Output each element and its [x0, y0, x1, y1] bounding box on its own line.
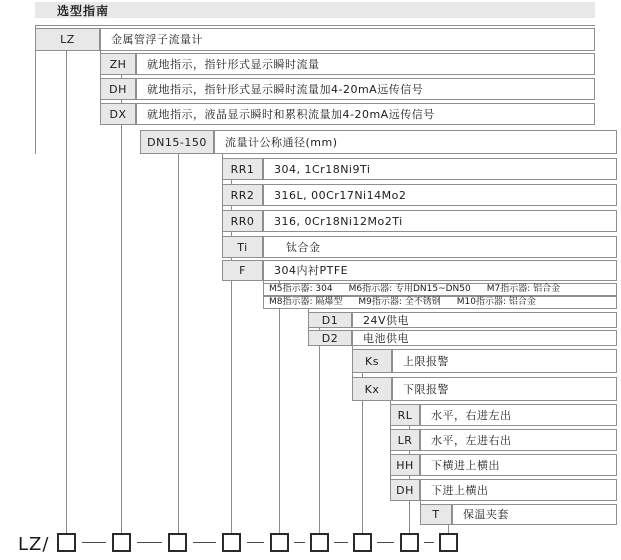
indicator-row-m5-m7: [263, 283, 617, 296]
desc-cell-dh: 就地指示，指针形式显示瞬时流量加4-20mA远传信号: [136, 78, 595, 100]
desc-cell-rr1: 304, 1Cr18Ni9Ti: [263, 158, 617, 180]
connector-line-power-group: [319, 315, 320, 533]
code-cell-kx: Kx: [352, 377, 392, 401]
code-cell-d2: D2: [308, 330, 352, 346]
code-cell-hh: HH: [390, 454, 420, 476]
desc-cell-dx: 就地指示，液晶显示瞬时和累积流量加4-20mA远传信号: [136, 103, 595, 125]
model-code-box-1: [57, 533, 76, 552]
connector-line-display-group: [121, 60, 122, 533]
indicator-m8: M8指示器: 隔爆型: [269, 297, 343, 307]
box-separator-dash: [334, 542, 348, 543]
desc-cell-t: 保温夹套: [452, 504, 617, 525]
desc-cell-lr: 水平，左进右出: [420, 429, 617, 451]
desc-cell-d2: 电池供电: [352, 330, 617, 346]
desc-cell-dh-orientation: 下进上横出: [420, 479, 617, 501]
model-code-box-2: [112, 533, 131, 552]
code-cell-rr0: RR0: [222, 210, 263, 232]
indicator-m7: M7指示器: 铝合金: [486, 284, 561, 294]
desc-cell-ks: 上限报警: [392, 349, 617, 373]
code-cell-dh: DH: [100, 78, 136, 100]
code-cell-rl: RL: [390, 404, 420, 426]
code-cell-t: T: [420, 504, 452, 525]
desc-cell-rl: 水平，右进左出: [420, 404, 617, 426]
code-cell-f: F: [222, 260, 263, 281]
model-prefix: LZ/: [18, 534, 50, 555]
code-cell-dn15-150: DN15-150: [140, 130, 214, 154]
code-cell-ti: Ti: [222, 236, 263, 258]
connector-line-lz: [66, 40, 67, 533]
code-cell-lr: LR: [390, 429, 420, 451]
box-separator-dash: [82, 542, 106, 543]
model-code-box-7: [353, 533, 372, 552]
code-cell-lz: LZ: [35, 28, 100, 51]
desc-cell-hh: 下横进上横出: [420, 454, 617, 476]
header-rule: [35, 25, 595, 26]
box-separator-dash: [247, 542, 264, 543]
desc-cell-rr2: 316L, 00Cr17Ni14Mo2: [263, 184, 617, 206]
indicator-m5: M5指示器: 304: [269, 284, 333, 294]
indicator-m9: M9指示器: 全不锈钢: [358, 297, 441, 307]
code-cell-d1: D1: [308, 312, 352, 328]
box-separator-dash: [137, 542, 162, 543]
desc-cell-d1: 24V供电: [352, 312, 617, 328]
code-cell-zh: ZH: [100, 53, 136, 75]
desc-cell-lz: 金属管浮子流量计: [100, 28, 595, 51]
desc-cell-zh: 就地指示，指针形式显示瞬时流量: [136, 53, 595, 75]
box-separator-dash: [377, 542, 394, 543]
model-code-box-4: [222, 533, 241, 552]
model-code-box-6: [310, 533, 329, 552]
code-cell-rr1: RR1: [222, 158, 263, 180]
indicator-row-m8-m10: [263, 296, 617, 309]
code-cell-ks: Ks: [352, 349, 392, 373]
page-title: 选型指南: [35, 2, 595, 18]
code-cell-dx: DX: [100, 103, 136, 125]
code-cell-rr2: RR2: [222, 184, 263, 206]
desc-cell-dn15-150: 流量计公称通径(mm): [214, 130, 617, 154]
desc-cell-ti: 钛合金: [263, 236, 617, 258]
box-separator-dash: [294, 542, 305, 543]
connector-line-dn: [178, 140, 179, 533]
indicator-m6: M6指示器: 专用DN15~DN50: [348, 284, 471, 294]
model-code-box-3: [168, 533, 187, 552]
model-code-box-9: [439, 533, 458, 552]
code-cell-dh-orientation: DH: [390, 479, 420, 501]
desc-cell-kx: 下限报警: [392, 377, 617, 401]
box-separator-dash: [193, 542, 216, 543]
box-separator-dash: [424, 542, 434, 543]
desc-cell-rr0: 316, 0Cr18Ni12Mo2Ti: [263, 210, 617, 232]
desc-cell-f: 304内衬PTFE: [263, 260, 617, 281]
model-code-box-5: [270, 533, 289, 552]
indicator-m10: M10指示器: 铝合金: [456, 297, 536, 307]
model-code-box-8: [400, 533, 419, 552]
